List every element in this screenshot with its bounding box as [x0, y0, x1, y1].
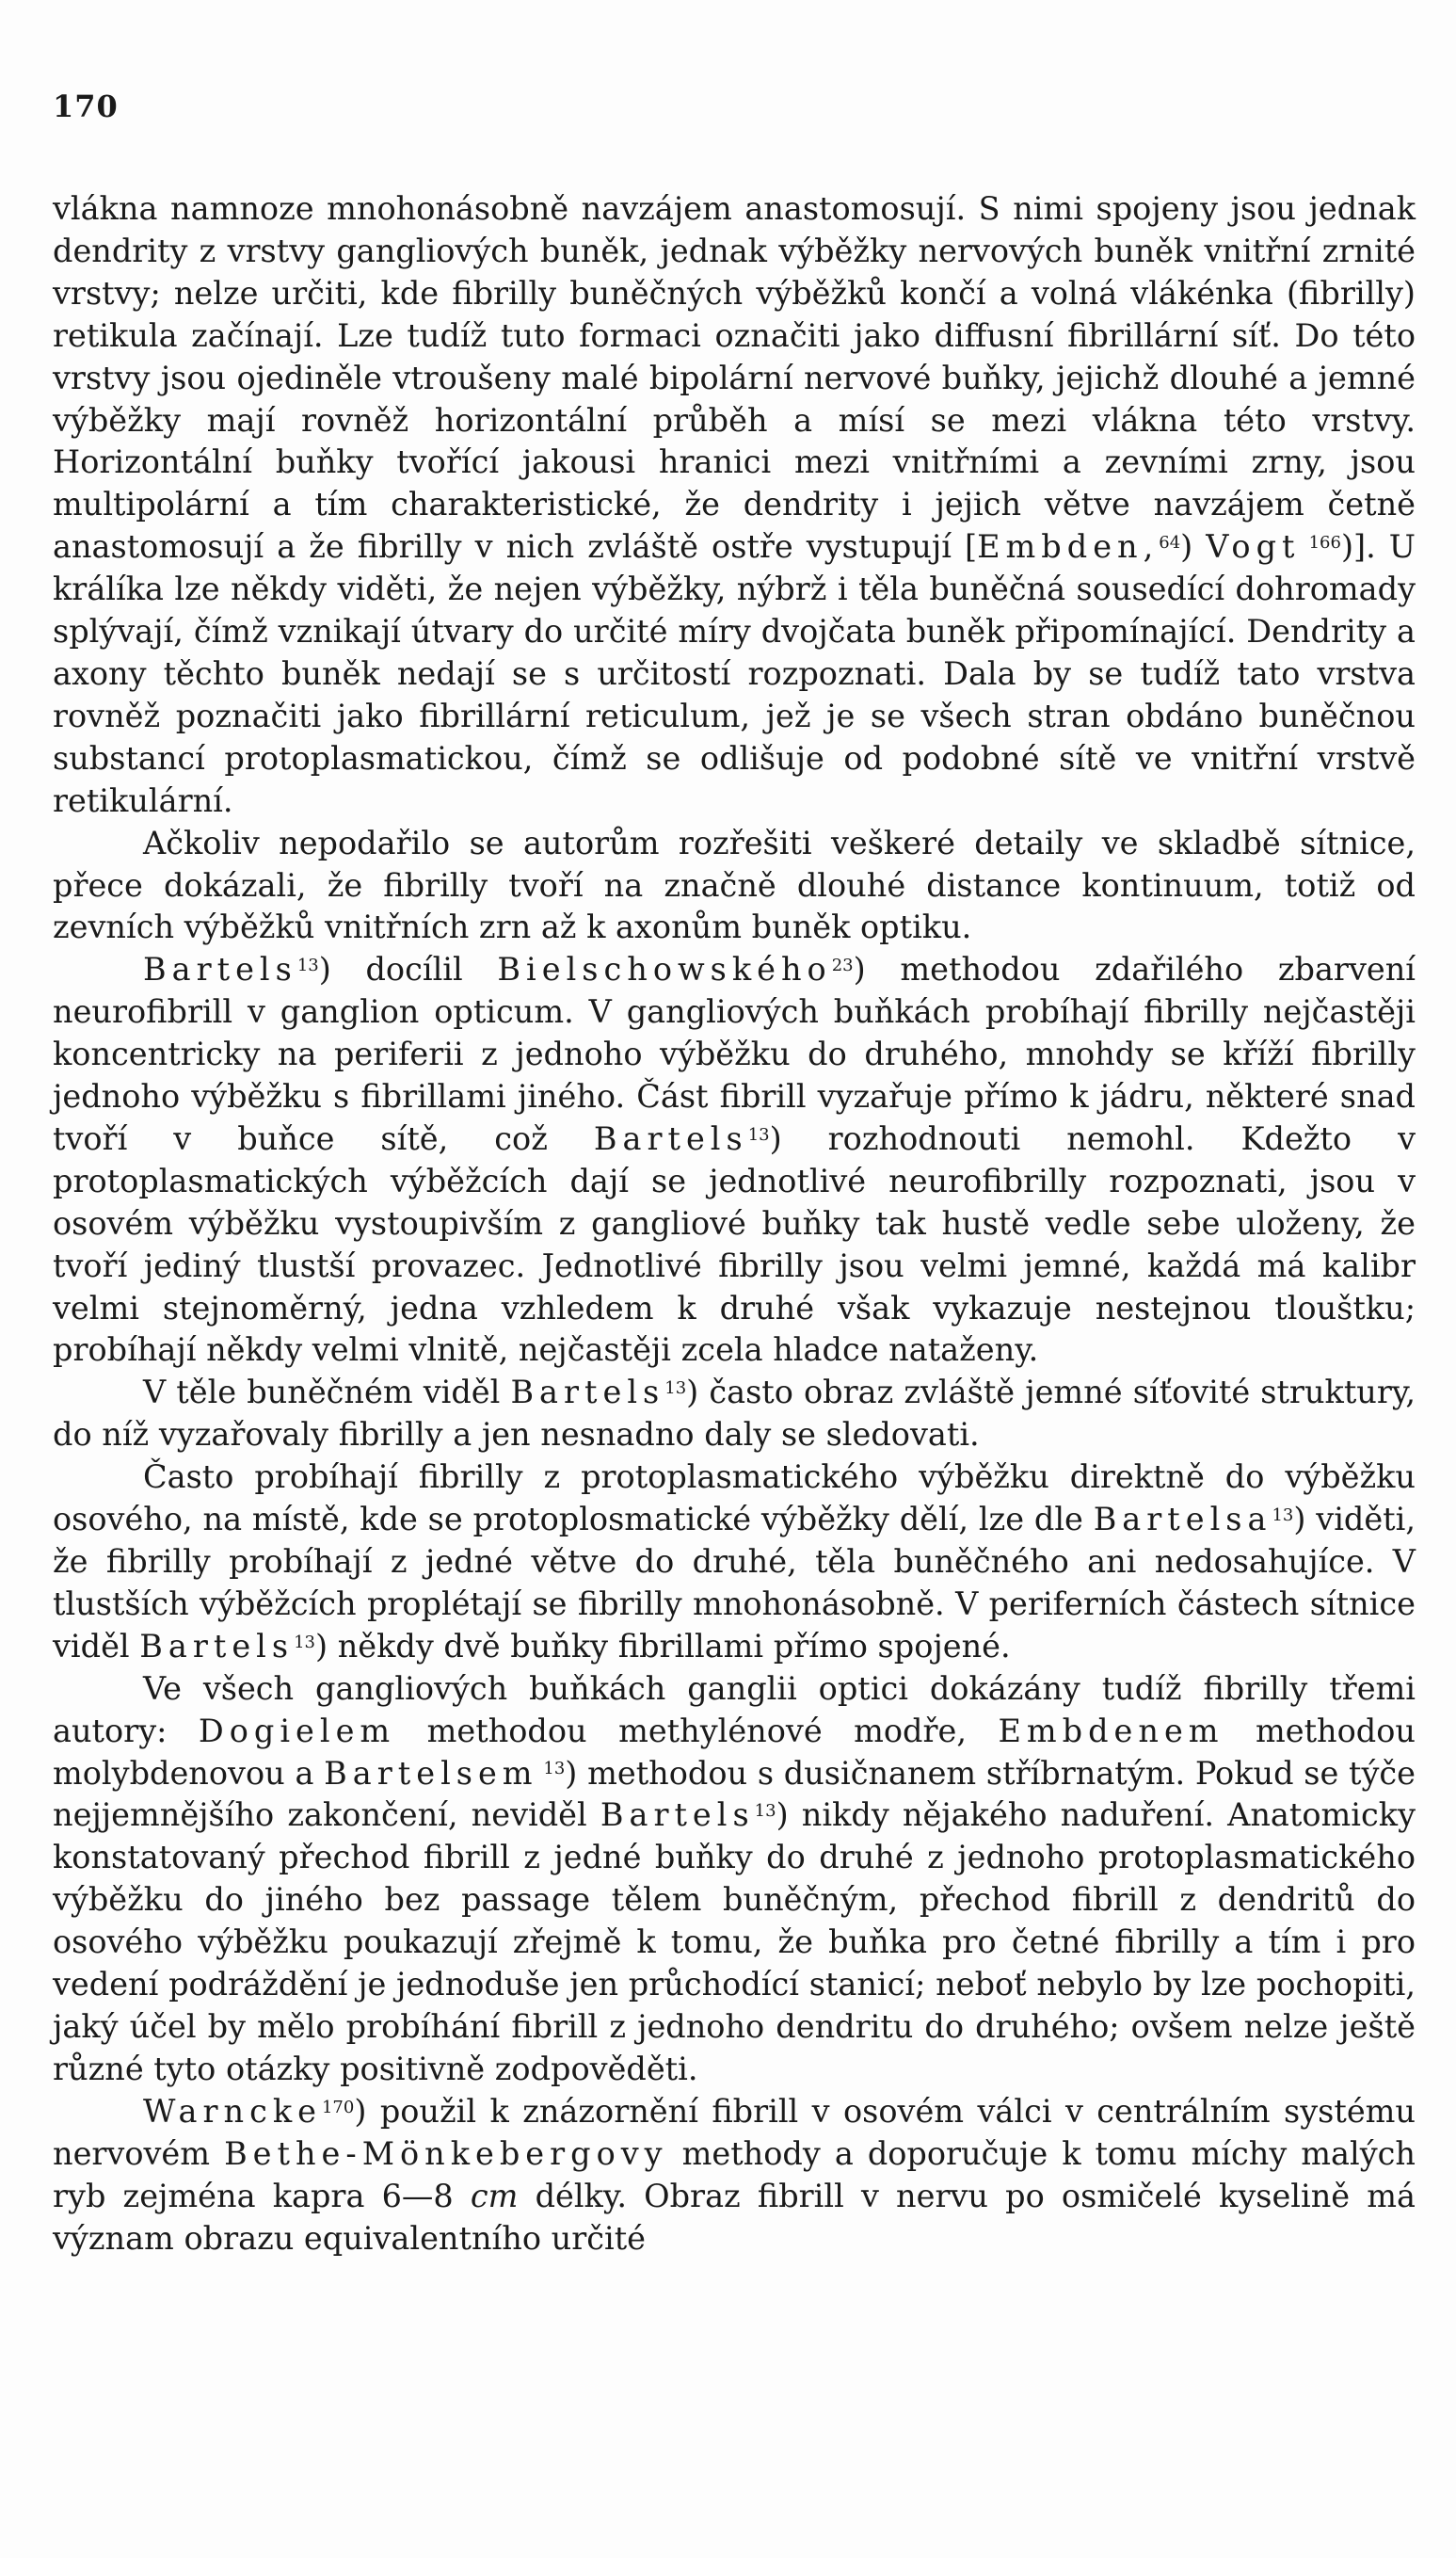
text-run: V těle buněčném viděl — [143, 1374, 511, 1411]
text-run: Ve všech gangliových buňkách ganglii optici dokázány tudíž fibrilly třemi autory: — [53, 1669, 1416, 1749]
author-name: Bethe-Mönkebergovy — [224, 2134, 668, 2172]
author-name: Bartels — [139, 1627, 295, 1665]
author-name: Embden, — [977, 528, 1160, 566]
footnote-ref: 13 — [664, 1378, 687, 1399]
text-run: ) někdy dvě buňky fibrillami přímo spojené. — [315, 1627, 1011, 1665]
text-run: methodou molybdenovou a — [53, 1712, 1416, 1792]
author-name: Vogt — [1206, 528, 1301, 566]
paragraph-p5 — [53, 1456, 1416, 1668]
author-name: Bartels — [593, 1119, 748, 1157]
footnote-ref: 166 — [1300, 533, 1341, 554]
page-number: 170 — [53, 88, 119, 124]
text-run: ) docílil — [318, 951, 498, 989]
text-run: Často probíhají fibrilly z protoplasmatického výběžku direktně do výběžku osového, na místě, kde se protoplosmatické výběžky dělí, lze dle — [53, 1458, 1416, 1538]
footnote-ref: 23 — [831, 956, 854, 976]
text-run: ) viděti, že fibrilly probíhají z jedné větve do druhé, těla buněčného ani nedosahujíce. V tlustších výběžcích proplétají se fibrilly mnohonásobně. V periferních částech sítnice viděl — [53, 1501, 1416, 1665]
text-run: Ačkoliv nepodařilo se autorům rozřešiti veškeré detaily ve skladbě sítnice, přece dokázali, že fibrilly tvoří na značně dlouhé distance kontinuum, totiž od zevních výběžků vnitřních zrn až k axonům buněk optiku. — [53, 824, 1416, 946]
unit-text: cm — [470, 2177, 519, 2214]
author-name: Bartels — [600, 1796, 755, 1834]
author-name: Bartelsa — [1093, 1501, 1272, 1538]
text-run: ) rozhodnouti nemohl. Kdežto v protoplasmatických výběžcích dají se jednotlivé neurofibrilly rozpoznati, jsou v osovém výběžku vystoupivším z gangliové buňky tak hustě vedle sebe uloženy, že tvoří jediný tlustší provazec. Jednotlivé fibrilly jsou velmi jemné, každá má kalibr velmi stejnoměrný, jedna vzhledem k druhé však vykazuje nestejnou tlouštku; probíhají někdy velmi vlnitě, nejčastěji zcela hladce nataženy. — [53, 1119, 1416, 1369]
author-name: Bartels — [143, 951, 297, 989]
paragraph-p2 — [53, 823, 1416, 950]
footnote-ref: 13 — [747, 1124, 770, 1145]
text-run: vlákna namnoze mnohonásobně navzájem anastomosují. S nimi spojeny jsou jednak dendrity z vrstvy gangliových buněk, jednak výběžky nervových buněk vnitřní zrnité vrstvy; nelze určiti, kde fibrilly buněčných výběžků končí a volná vlákénka (fibrilly) retikula začínají. Lze tudíž tuto formaci označiti jako diffusní fibrillární síť. Do této vrstvy jsou ojediněle vtroušeny malé bipolární nervové buňky, jejichž dlouhé a jemné výběžky mají rovněž horizontální průběh a mísí se mezi vlákna této vrstvy. Horizontální buňky tvořící jakousi hranici mezi vnitřními a zevními zrny, jsou multipolární a tím charakteristické, že dendrity i jejich větve navzájem četně anastomosují a že fibrilly v nich zvláště ostře vystupují [ — [53, 190, 1416, 566]
footnote-ref: 13 — [754, 1801, 776, 1822]
footnote-ref: 13 — [1272, 1504, 1294, 1525]
text-run: ) methodou zdařilého zbarvení neurofibrill v ganglion opticum. V gangliových buňkách probíhají fibrilly nejčastěji koncentricky na periferii z jednoho výběžku do druhého, mnohdy se kříží fibrilly jednoho výběžku s fibrillami jiného. Část fibrill vyzařuje přímo k jádru, některé snad tvoří v buňce sítě, což — [53, 951, 1416, 1157]
paragraph-p7 — [53, 2091, 1416, 2260]
paragraph-p6 — [53, 1668, 1416, 2091]
body-text — [53, 188, 1416, 2260]
text-run: ) použil k znázornění fibrill v osovém válci v centrálním systému nervovém — [53, 2092, 1416, 2172]
author-name: Bartels — [510, 1374, 665, 1411]
paragraph-p4 — [53, 1372, 1416, 1456]
paragraph-p1 — [53, 188, 1416, 823]
footnote-ref: 13 — [537, 1759, 566, 1779]
paragraph-p3 — [53, 949, 1416, 1372]
author-name: Bartelsem — [324, 1754, 538, 1792]
text-run: délky. Obraz fibrill v nervu po osmičelé kyselině má význam obrazu equivalentního určité — [53, 2177, 1416, 2257]
author-name: Dogielem — [198, 1712, 396, 1749]
text-run: ) nikdy nějakého naduření. Anatomicky konstatovaný přechod fibrill z jedné buňky do druhé z jednoho protoplasmatického výběžku do jiného bez passage tělem buněčným, přechod fibrill z dendritů do osového výběžku poukazují zřejmě k tomu, že buňka pro četné fibrilly a tím i pro vedení podráždění je jednoduše jen průchodící stanicí; neboť nebylo by lze pochopiti, jaký účel by mělo probíhání fibrill z jednoho dendritu do druhého; ovšem nelze ještě různé tyto otázky positivně zodpověděti. — [53, 1796, 1416, 2087]
text-run: methody a doporučuje k tomu míchy malých ryb zejména kapra 6—8 — [53, 2134, 1416, 2214]
text-run: ) methodou s dusičnanem stříbrnatým. Pokud se týče nejjemnějšího zakončení, neviděl — [53, 1754, 1416, 1834]
author-name: Warncke — [143, 2092, 322, 2130]
author-name: Embdenem — [998, 1712, 1224, 1749]
author-name: Bielschowského — [497, 951, 832, 989]
footnote-ref: 170 — [321, 2097, 355, 2117]
text-run: ) často obraz zvláště jemné síťovité struktury, do níž vyzařovaly fibrilly a jen nesnadno daly se sledovati. — [53, 1374, 1416, 1454]
footnote-ref: 13 — [296, 956, 319, 976]
text-run: )]. U králíka lze někdy viděti, že nejen výběžky, nýbrž i těla buněčná sousedící dohromady splývají, čímž vznikají útvary do určité míry dvojčata buněk připomínající. Dendrity a axony těchto buněk nedají se s určitostí rozpoznati. Dala by se tudíž tato vrstva rovněž poznačiti jako fibrillární reticulum, jež je se všech stran obdáno buněčnou substancí protoplasmatickou, čímž se odlišuje od podobné sítě ve vnitřní vrstvě retikulární. — [53, 528, 1416, 819]
footnote-ref: 64 — [1159, 533, 1181, 554]
footnote-ref: 13 — [294, 1632, 315, 1652]
text-run: methodou methylénové modře, — [395, 1712, 999, 1749]
text-run: ) — [1180, 528, 1207, 566]
